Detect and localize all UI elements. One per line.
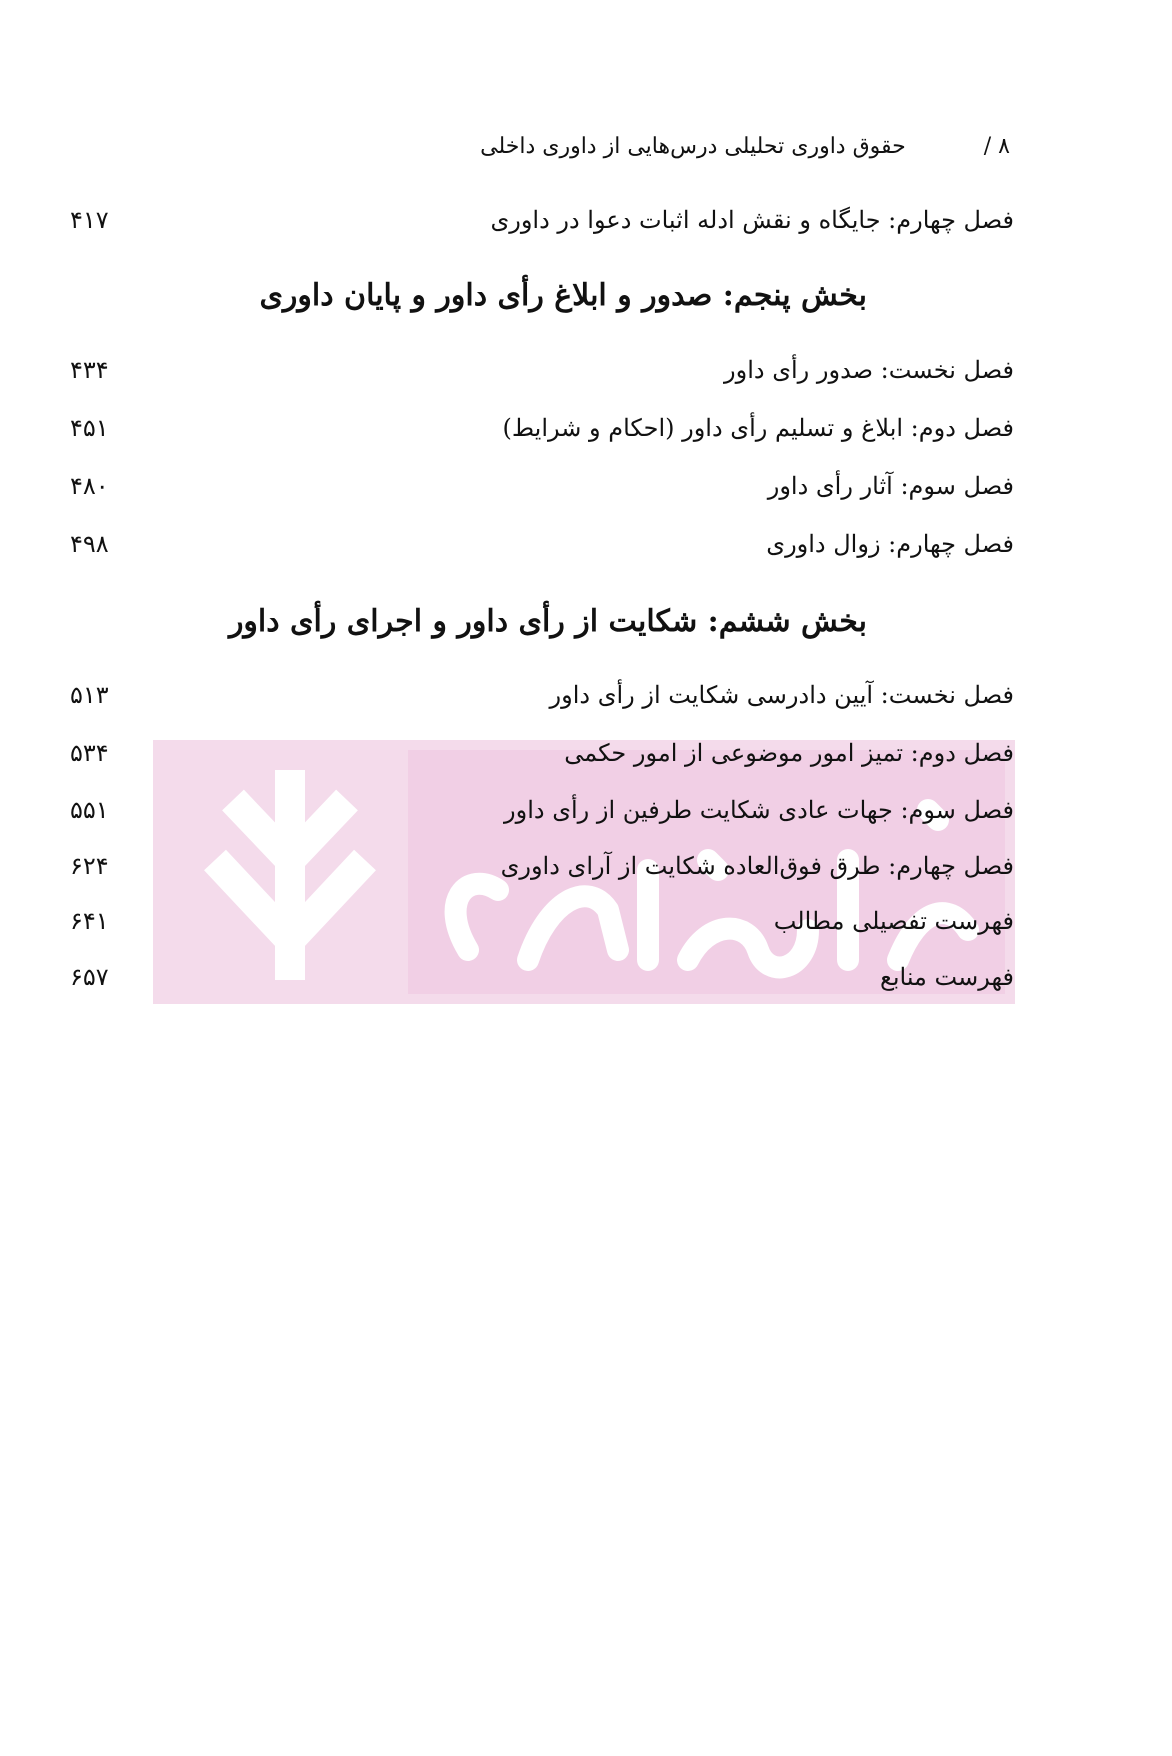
toc-entry-title: فصل نخست: آیین دادرسی شکایت از رأی داور bbox=[549, 681, 1014, 709]
toc-entry-title: فصل دوم: ابلاغ و تسلیم رأی داور (احکام و شرایط) bbox=[502, 414, 1014, 442]
toc-entry-page: ۶۲۴ bbox=[70, 852, 109, 880]
toc-entry-title: فصل چهارم: جایگاه و نقش ادله اثبات دعوا در داوری bbox=[490, 206, 1014, 234]
book-title: حقوق داوری تحلیلی درس‌هایی از داوری داخلی bbox=[480, 133, 906, 159]
toc-entry-title: فهرست منابع bbox=[880, 963, 1014, 991]
toc-entry-title: فصل سوم: جهات عادی شکایت طرفین از رأی داور bbox=[504, 796, 1014, 824]
toc-entry bbox=[70, 466, 1014, 506]
toc-entry-page: ۶۵۷ bbox=[70, 963, 109, 991]
toc-entry-page: ۵۵۱ bbox=[70, 796, 109, 824]
toc-entry bbox=[70, 524, 1014, 564]
toc-entry bbox=[70, 408, 1014, 448]
toc-entry-page: ۴۵۱ bbox=[70, 414, 109, 442]
toc-entry-page: ۴۱۷ bbox=[70, 206, 109, 234]
toc-entry-title: فهرست تفصیلی مطالب bbox=[773, 907, 1014, 935]
toc-entry bbox=[70, 957, 1014, 997]
toc-entry bbox=[70, 790, 1014, 830]
toc-entry-page: ۴۳۴ bbox=[70, 356, 109, 384]
running-header bbox=[210, 124, 1010, 168]
toc-entry bbox=[70, 675, 1014, 715]
toc-entry bbox=[70, 733, 1014, 773]
toc-entry-page: ۴۹۸ bbox=[70, 530, 109, 558]
toc-entry-page: ۵۳۴ bbox=[70, 739, 109, 767]
toc-entry-title: فصل نخست: صدور رأی داور bbox=[724, 356, 1014, 384]
toc-entry-title: فصل سوم: آثار رأی داور bbox=[767, 472, 1014, 500]
toc-entry-title: فصل چهارم: طرق فوق‌العاده شکایت از آرای داوری bbox=[500, 852, 1014, 880]
toc-entry-page: ۴۸۰ bbox=[70, 472, 109, 500]
toc-entry bbox=[70, 846, 1014, 886]
toc-entry-title: فصل چهارم: زوال داوری bbox=[766, 530, 1014, 558]
toc-entry bbox=[70, 350, 1014, 390]
toc-entry-title: فصل دوم: تمیز امور موضوعی از امور حکمی bbox=[564, 739, 1014, 767]
toc-entry bbox=[70, 901, 1014, 941]
toc-entry-page: ۵۱۳ bbox=[70, 681, 109, 709]
page-number: ۸ / bbox=[983, 133, 1010, 159]
part-heading: بخش ششم: شکایت از رأی داور و اجرای رأی داور bbox=[228, 603, 867, 639]
toc-entry bbox=[70, 200, 1014, 240]
part-heading: بخش پنجم: صدور و ابلاغ رأی داور و پایان داوری bbox=[259, 277, 867, 313]
toc-entry-page: ۶۴۱ bbox=[70, 907, 109, 935]
